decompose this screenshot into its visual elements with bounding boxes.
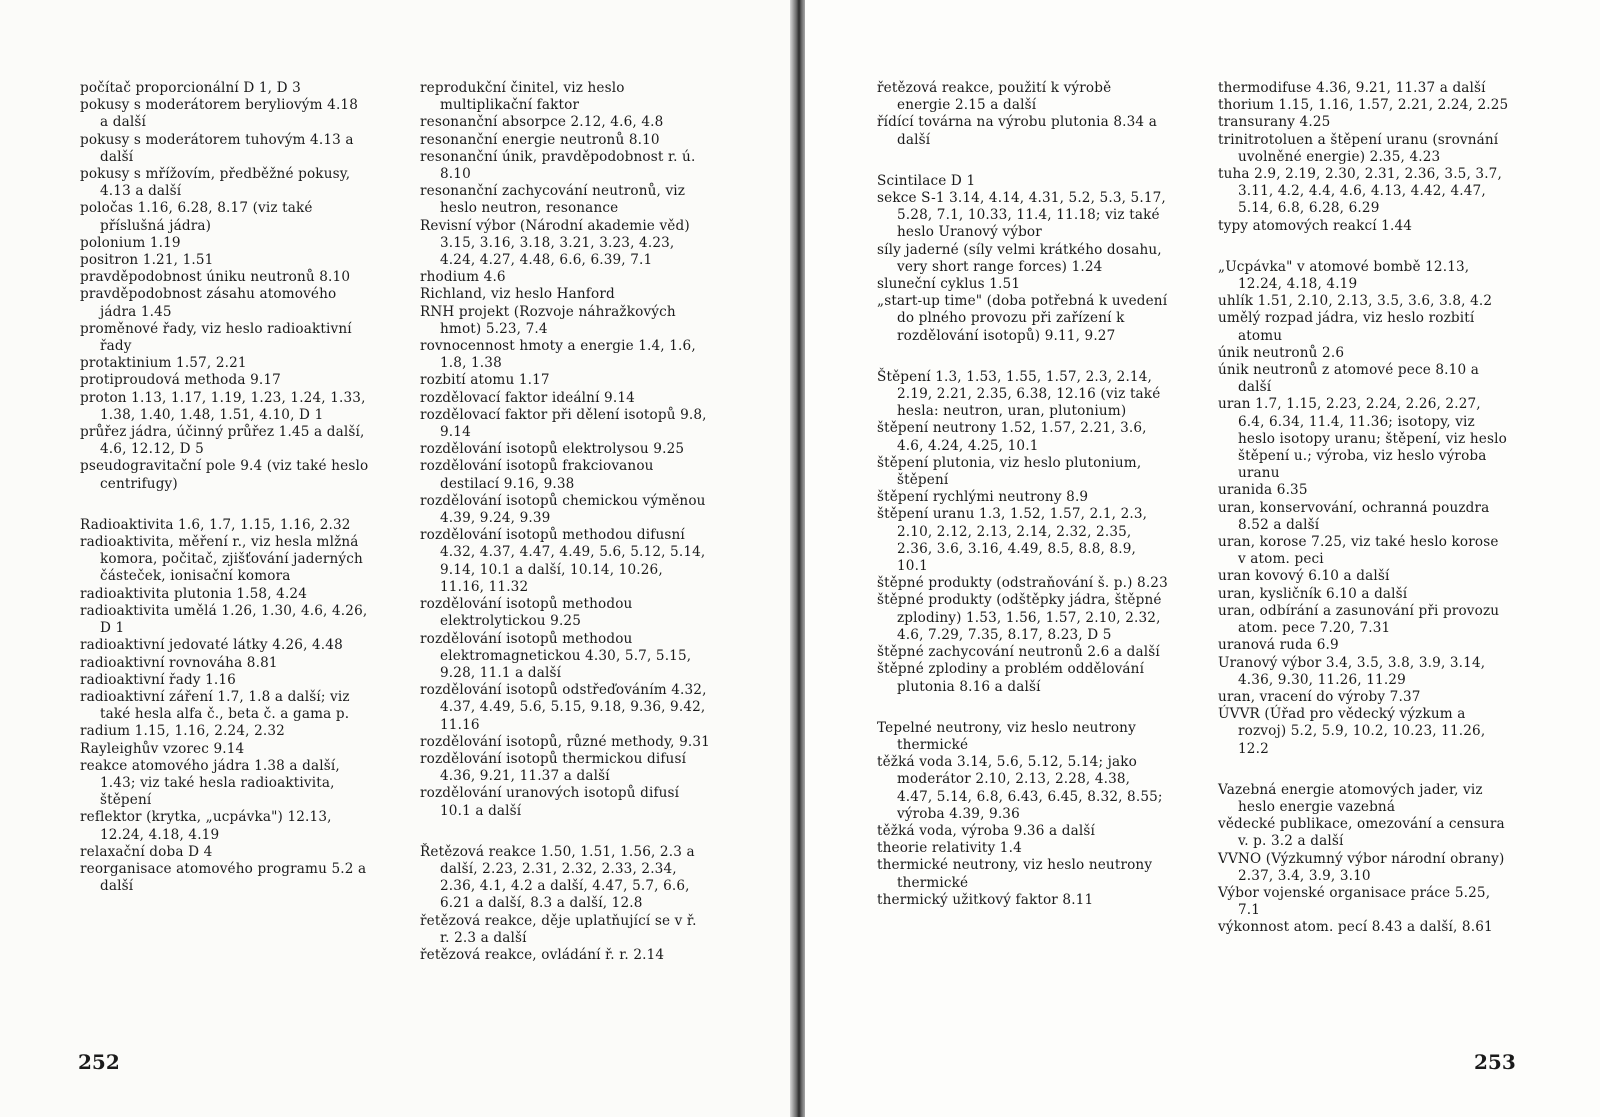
- index-entry: rozdělování isotopů chemickou výměnou 4.39, 9.24, 9.39: [420, 492, 706, 527]
- index-entry: polonium 1.19: [80, 234, 181, 251]
- index-entry: tuha 2.9, 2.19, 2.30, 2.31, 2.36, 3.5, 3.7, 3.11, 4.2, 4.4, 4.6, 4.13, 4.42, 4.47, 5.14, 6.8, 6.28, 6.29: [1218, 166, 1502, 217]
- index-entry: řetězová reakce, ovládání ř. r. 2.14: [420, 946, 665, 963]
- index-entry: rozdělování isotopů elektrolysou 9.25: [420, 441, 685, 458]
- index-entry: sluneční cyklus 1.51: [877, 276, 1021, 293]
- index-entry: pokusy s moderátorem beryliovým 4.18 a další: [80, 97, 359, 131]
- index-entry: rozdělování isotopů methodou elektromagnetickou 4.30, 5.7, 5.15, 9.28, 11.1 a další: [420, 630, 692, 681]
- index-entry: resonanční energie neutronů 8.10: [420, 131, 660, 148]
- index-entry: rozdělovací faktor ideální 9.14: [420, 389, 635, 406]
- index-entry: uran, odbírání a zasunování při provozu atom. pece 7.20, 7.31: [1218, 602, 1500, 637]
- index-entry: Řetězová reakce 1.50, 1.51, 1.56, 2.3 a další, 2.23, 2.31, 2.32, 2.33, 2.34, 2.36, 4.1, 4.2 a další, 4.47, 5.7, 6.6, 6.21 a další, 8.3 a další, 12.8: [420, 843, 695, 912]
- index-entry: radioaktivní řady 1.16: [80, 671, 236, 688]
- index-entry: únik neutronů z atomové pece 8.10 a další: [1218, 362, 1479, 396]
- index-entry: proměnové řady, viz heslo radioaktivní řady: [80, 320, 352, 355]
- index-entry: resonanční únik, pravděpodobnost r. ú. 8.10: [420, 148, 696, 183]
- index-entry: štěpení plutonia, viz heslo plutonium, štěpení: [877, 454, 1142, 489]
- index-entry: rozdělování uranových isotopů difusí 10.1 a další: [420, 785, 680, 819]
- index-entry: Radioaktivita 1.6, 1.7, 1.15, 1.16, 2.32: [80, 516, 351, 533]
- index-entry: trinitrotoluen a štěpení uranu (srovnání uvolněné energie) 2.35, 4.23: [1218, 131, 1499, 165]
- index-entry: thermický užitkový faktor 8.11: [877, 891, 1094, 908]
- index-entry: rozdělování isotopů, různé methody, 9.31: [420, 733, 710, 750]
- index-entry: řetězová reakce, použití k výrobě energie 2.15 a další: [877, 80, 1112, 114]
- index-entry: reprodukční činitel, viz heslo multiplikační faktor: [420, 80, 625, 114]
- index-entry: reflektor (krytka, „ucpávka") 12.13, 12.24, 4.18, 4.19: [80, 809, 332, 843]
- index-entry: Výbor vojenské organisace práce 5.25, 7.1: [1218, 884, 1491, 919]
- index-entry: rozdělovací faktor při dělení isotopů 9.8, 9.14: [420, 406, 707, 441]
- index-entry: reorganisace atomového programu 5.2 a další: [80, 860, 367, 895]
- index-entry: „start-up time" (doba potřebná k uvedení do plného provozu při zařízení k rozdělování isotopů) 9.11, 9.27: [877, 293, 1168, 344]
- index-entry: thermodifuse 4.36, 9.21, 11.37 a další: [1218, 80, 1486, 96]
- index-entry: uran kovový 6.10 a další: [1218, 568, 1390, 585]
- page-number-right: 253: [1474, 1050, 1516, 1074]
- index-entry: řídící továrna na výrobu plutonia 8.34 a další: [877, 114, 1157, 148]
- index-entry: Tepelné neutrony, viz heslo neutrony thermické: [877, 719, 1136, 753]
- index-entry: štěpné produkty (odstraňování š. p.) 8.23: [877, 575, 1168, 592]
- index-entry: uran 1.7, 1.15, 2.23, 2.24, 2.26, 2.27, 6.4, 6.34, 11.4, 11.36; isotopy, viz heslo isotopy uranu; štěpení, viz heslo štěpení u.; výroba, viz heslo výroba uranu: [1218, 396, 1507, 482]
- index-entry: resonanční absorpce 2.12, 4.6, 4.8: [420, 114, 664, 131]
- index-column-2: [420, 80, 710, 964]
- index-entry: Uranový výbor 3.4, 3.5, 3.8, 3.9, 3.14, 4.36, 9.30, 11.26, 11.29: [1218, 654, 1486, 688]
- index-entry: thorium 1.15, 1.16, 1.57, 2.21, 2.24, 2.25: [1218, 97, 1509, 114]
- index-entry: typy atomových reakcí 1.44: [1218, 217, 1413, 234]
- index-entry: štěpné zplodiny a problém oddělování plutonia 8.16 a další: [877, 661, 1145, 695]
- index-entry: thermické neutrony, viz heslo neutrony thermické: [877, 857, 1153, 891]
- index-entry: relaxační doba D 4: [80, 843, 213, 860]
- index-entry: těžká voda, výroba 9.36 a další: [877, 822, 1095, 839]
- index-column-3: [877, 80, 1169, 909]
- index-entry: štěpení rychlými neutrony 8.9: [877, 489, 1089, 506]
- index-entry: umělý rozpad jádra, viz heslo rozbití atomu: [1218, 310, 1475, 344]
- index-entry: uran, konservování, ochranná pouzdra 8.52 a další: [1218, 499, 1490, 533]
- index-entry: protaktinium 1.57, 2.21: [80, 355, 247, 372]
- index-entry: štěpení neutrony 1.52, 1.57, 2.21, 3.6, 4.6, 4.24, 4.25, 10.1: [877, 420, 1147, 454]
- index-entry: pravděpodobnost zásahu atomového jádra 1.45: [80, 286, 337, 320]
- index-entry: VVNO (Výzkumný výbor národní obrany) 2.37, 3.4, 3.9, 3.10: [1218, 850, 1505, 884]
- index-entry: uran, kysličník 6.10 a další: [1218, 585, 1408, 602]
- index-entry: protiproudová methoda 9.17: [80, 372, 281, 389]
- index-entry: uran, korose 7.25, viz také heslo korose v atom. peci: [1218, 534, 1499, 568]
- index-entry: radioaktivní rovnováha 8.81: [80, 654, 278, 671]
- index-entry: radioaktivní jedovaté látky 4.26, 4.48: [80, 637, 343, 654]
- index-entry: uhlík 1.51, 2.10, 2.13, 3.5, 3.6, 3.8, 4.2: [1218, 293, 1493, 310]
- index-entry: štěpné produkty (odštěpky jádra, štěpné zplodiny) 1.53, 1.56, 1.57, 2.10, 2.32, 4.6, 7.29, 7.35, 8.17, 8.23, D 5: [877, 592, 1162, 643]
- index-entry: radioaktivita umělá 1.26, 1.30, 4.6, 4.26, D 1: [80, 602, 368, 637]
- index-entry: reakce atomového jádra 1.38 a další, 1.43; viz také hesla radioaktivita, štěpení: [80, 757, 340, 809]
- index-entry: pokusy s moderátorem tuhovým 4.13 a další: [80, 131, 354, 165]
- index-entry: Rayleighův vzorec 9.14: [80, 740, 245, 757]
- index-entry: rovnocennost hmoty a energie 1.4, 1.6, 1.8, 1.38: [420, 338, 696, 372]
- index-entry: „Ucpávka" v atomové bombě 12.13, 12.24, 4.18, 4.19: [1218, 258, 1470, 293]
- index-entry: Scintilace D 1: [877, 172, 976, 189]
- index-entry: řetězová reakce, děje uplatňující se v ř. r. 2.3 a další: [420, 912, 697, 946]
- index-entry: proton 1.13, 1.17, 1.19, 1.23, 1.24, 1.33, 1.38, 1.40, 1.48, 1.51, 4.10, D 1: [80, 389, 366, 423]
- index-entry: těžká voda 3.14, 5.6, 5.12, 5.14; jako moderátor 2.10, 2.13, 2.28, 4.38, 4.47, 5.14, 6.8, 6.43, 6.45, 8.32, 8.55; výroba 4.39, 9.36: [877, 754, 1163, 822]
- index-column-1: [80, 80, 370, 895]
- index-entry: radium 1.15, 1.16, 2.24, 2.32: [80, 723, 285, 740]
- index-entry: uran, vracení do výroby 7.37: [1218, 688, 1421, 705]
- index-entry: Štěpení 1.3, 1.53, 1.55, 1.57, 2.3, 2.14, 2.19, 2.21, 2.35, 6.38, 12.16 (viz také hesla: neutron, uran, plutonium): [877, 368, 1161, 420]
- index-entry: štěpné zachycování neutronů 2.6 a další: [877, 644, 1160, 661]
- index-entry: štěpení uranu 1.3, 1.52, 1.57, 2.1, 2.3, 2.10, 2.12, 2.13, 2.14, 2.32, 2.35, 2.36, 3.6, 3.16, 4.49, 8.5, 8.8, 8.9, 10.1: [877, 506, 1148, 575]
- index-entry: rozbití atomu 1.17: [420, 372, 550, 389]
- index-entry: radioaktivní záření 1.7, 1.8 a další; viz také hesla alfa č., beta č. a gama p.: [80, 688, 350, 723]
- index-entry: rozdělování isotopů odstřeďováním 4.32, 4.37, 4.49, 5.6, 5.15, 9.18, 9.36, 9.42, 11.16: [420, 682, 707, 733]
- index-entry: transurany 4.25: [1218, 114, 1331, 131]
- index-column-4: [1218, 80, 1510, 937]
- index-entry: únik neutronů 2.6: [1218, 344, 1345, 361]
- index-entry: Vazebná energie atomových jader, viz heslo energie vazebná: [1218, 781, 1483, 815]
- index-entry: resonanční zachycování neutronů, viz heslo neutron, resonance: [420, 183, 686, 217]
- index-entry: rozdělování isotopů frakciovanou destilací 9.16, 9.38: [420, 458, 654, 492]
- index-entry: rozdělování isotopů methodou elektrolytickou 9.25: [420, 596, 633, 630]
- index-entry: RNH projekt (Rozvoje náhražkových hmot) 5.23, 7.4: [420, 303, 676, 337]
- index-entry: uranová ruda 6.9: [1218, 637, 1339, 654]
- index-entry: pokusy s mřížovím, předběžné pokusy, 4.13 a další: [80, 166, 351, 200]
- index-entry: rhodium 4.6: [420, 269, 506, 286]
- index-entry: výkonnost atom. pecí 8.43 a další, 8.61: [1218, 919, 1493, 936]
- index-entry: pravděpodobnost úniku neutronů 8.10: [80, 269, 351, 286]
- index-entry: rozdělování isotopů thermickou difusí 4.36, 9.21, 11.37 a další: [420, 750, 687, 785]
- index-entry: ÚVVR (Úřad pro vědecký výzkum a rozvoj) 5.2, 5.9, 10.2, 10.23, 11.26, 12.2: [1218, 706, 1486, 757]
- index-entry: poločas 1.16, 6.28, 8.17 (viz také příslušná jádra): [80, 200, 313, 234]
- index-entry: Revisní výbor (Národní akademie věd) 3.15, 3.16, 3.18, 3.21, 3.23, 4.23, 4.24, 4.27, 4.48, 6.6, 6.39, 7.1: [420, 217, 690, 269]
- index-entry: radioaktivita, měření r., viz hesla mlžná komora, počitač, zjišťování jaderných částeček, ionisační komora: [80, 534, 363, 585]
- index-entry: vědecké publikace, omezování a censura v. p. 3.2 a další: [1218, 816, 1505, 850]
- page-number-left: 252: [78, 1050, 120, 1074]
- index-entry: positron 1.21, 1.51: [80, 252, 214, 269]
- index-entry: síly jaderné (síly velmi krátkého dosahu, very short range forces) 1.24: [877, 241, 1162, 275]
- index-entry: rozdělování isotopů methodou difusní 4.32, 4.37, 4.47, 4.49, 5.6, 5.12, 5.14, 9.14, 10.1 a další, 10.14, 10.26, 11.16, 11.32: [420, 527, 706, 595]
- index-entry: theorie relativity 1.4: [877, 840, 1022, 857]
- index-entry: uranida 6.35: [1218, 482, 1308, 499]
- index-entry: sekce S-1 3.14, 4.14, 4.31, 5.2, 5.3, 5.17, 5.28, 7.1, 10.33, 11.4, 11.18; viz také heslo Uranový výbor: [877, 190, 1166, 241]
- index-entry: Richland, viz heslo Hanford: [420, 286, 615, 303]
- index-entry: pseudogravitační pole 9.4 (viz také heslo centrifugy): [80, 458, 369, 492]
- index-entry: počítač proporcionální D 1, D 3: [80, 80, 301, 96]
- index-entry: průřez jádra, účinný průřez 1.45 a další, 4.6, 12.12, D 5: [80, 424, 365, 458]
- index-entry: radioaktivita plutonia 1.58, 4.24: [80, 585, 308, 602]
